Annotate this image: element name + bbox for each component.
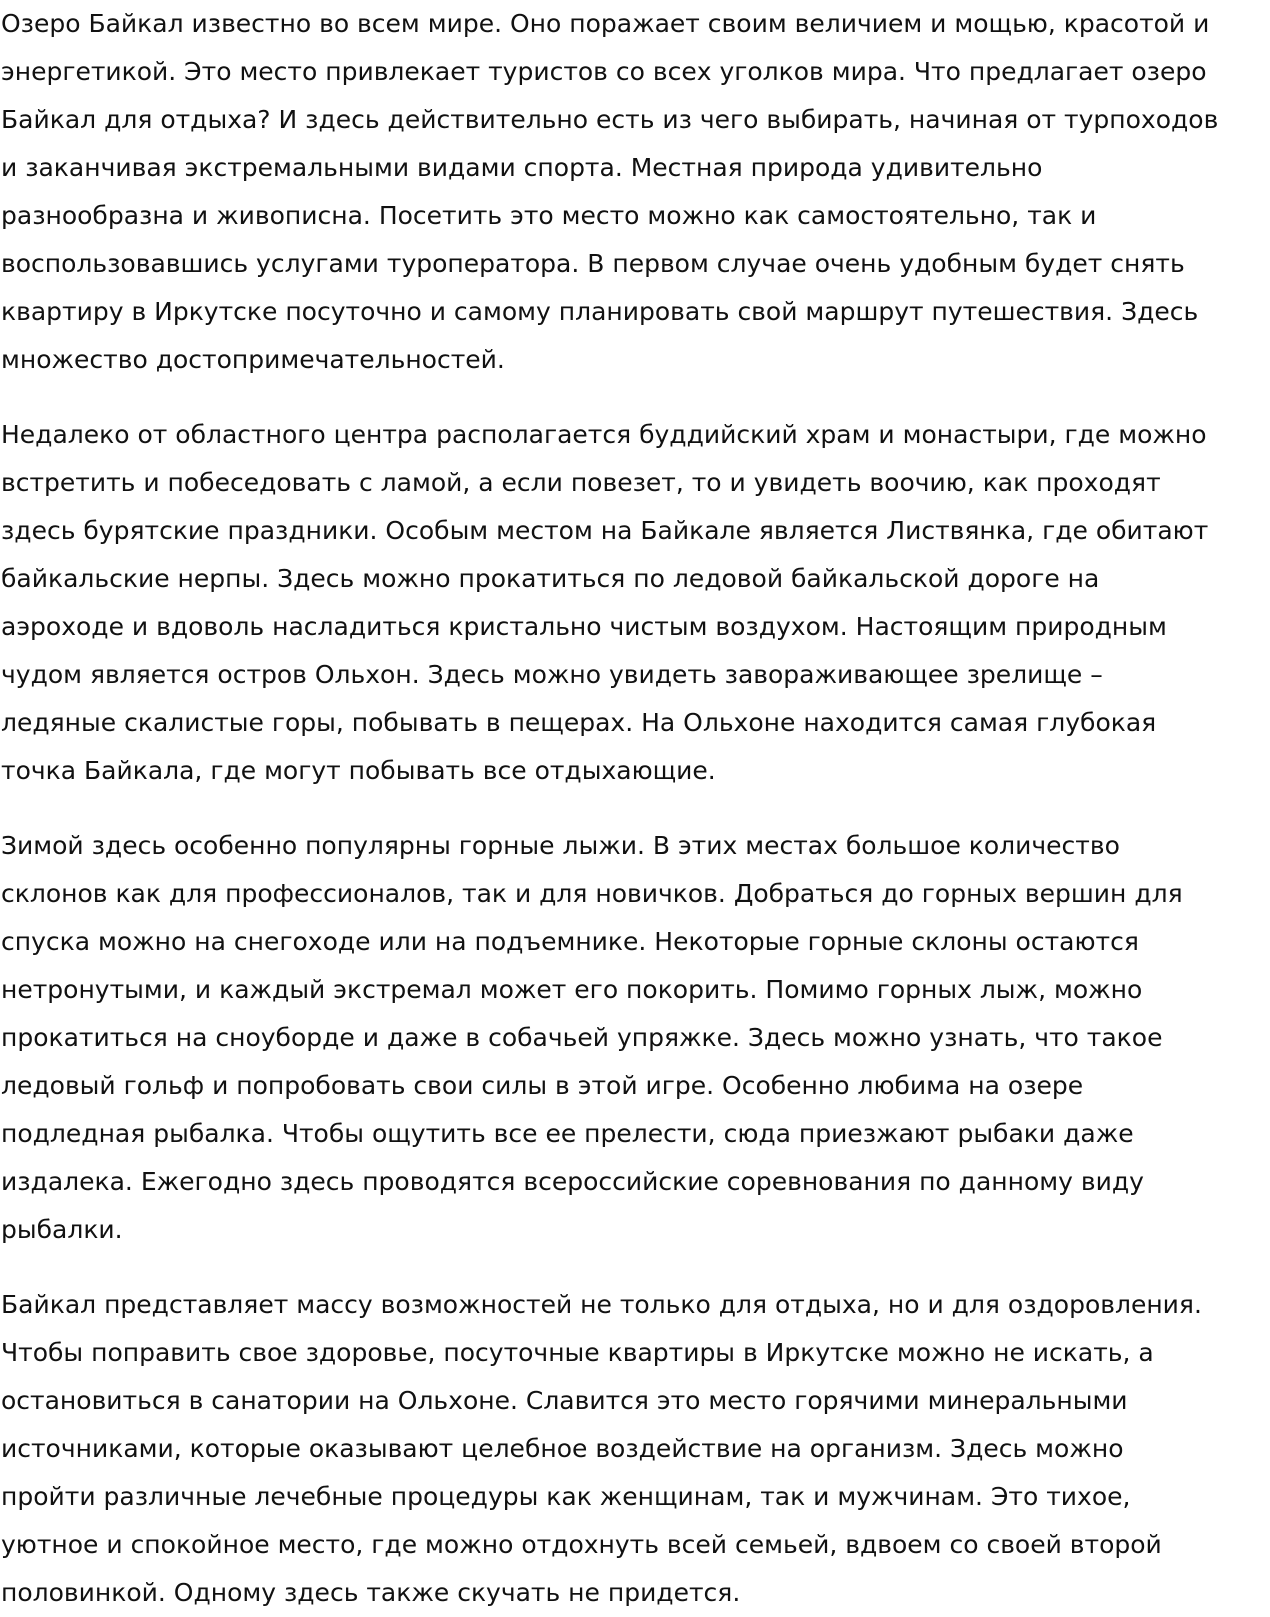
text-line: ледяные скалистые горы, побывать в пещерах. На Ольхоне находится самая глубокая bbox=[1, 708, 1157, 737]
text-line: Озеро Байкал известно во всем мире. Оно поражает своим величием и мощью, красотой и bbox=[1, 9, 1210, 38]
text-line: ледовый гольф и попробовать свои силы в этой игре. Особенно любима на озере bbox=[1, 1071, 1084, 1100]
text-line: рыбалки. bbox=[1, 1215, 123, 1244]
paragraph bbox=[1, 1281, 1270, 1617]
text-line: уютное и спокойное место, где можно отдохнуть всей семьей, вдвоем со своей второй bbox=[1, 1530, 1162, 1559]
text-line: спуска можно на снегоходе или на подъемнике. Некоторые горные склоны остаются bbox=[1, 927, 1139, 956]
text-line: прокатиться на сноуборде и даже в собачьей упряжке. Здесь можно узнать, что такое bbox=[1, 1023, 1163, 1052]
paragraph bbox=[1, 0, 1270, 384]
paragraph bbox=[1, 822, 1270, 1254]
text-line: половинкой. Одному здесь также скучать не придется. bbox=[1, 1578, 741, 1607]
text-line: здесь бурятские праздники. Особым местом на Байкале является Листвянка, где обитают bbox=[1, 516, 1209, 545]
text-line: Байкал представляет массу возможностей не только для отдыха, но и для оздоровления. bbox=[1, 1290, 1202, 1319]
paragraph bbox=[1, 411, 1270, 795]
text-line: байкальские нерпы. Здесь можно прокатиться по ледовой байкальской дороге на bbox=[1, 564, 1100, 593]
text-line: множество достопримечательностей. bbox=[1, 345, 505, 374]
text-line: источниками, которые оказывают целебное воздействие на организм. Здесь можно bbox=[1, 1434, 1124, 1463]
text-paragraphs bbox=[1, 0, 1270, 1617]
text-line: Недалеко от областного центра располагается буддийский храм и монастыри, где можно bbox=[1, 420, 1207, 449]
text-line: точка Байкала, где могут побывать все отдыхающие. bbox=[1, 756, 716, 785]
text-line: и заканчивая экстремальными видами спорта. Местная природа удивительно bbox=[1, 153, 1043, 182]
text-line: остановиться в санатории на Ольхоне. Славится это место горячими минеральными bbox=[1, 1386, 1128, 1415]
text-line: Зимой здесь особенно популярны горные лыжи. В этих местах большое количество bbox=[1, 831, 1120, 860]
text-line: чудом является остров Ольхон. Здесь можно увидеть завораживающее зрелище – bbox=[1, 660, 1103, 689]
text-line: склонов как для профессионалов, так и для новичков. Добраться до горных вершин для bbox=[1, 879, 1183, 908]
text-line: Байкал для отдыха? И здесь действительно есть из чего выбирать, начиная от турпоходов bbox=[1, 105, 1219, 134]
text-line: Чтобы поправить свое здоровье, посуточные квартиры в Иркутске можно не искать, а bbox=[1, 1338, 1154, 1367]
text-line: квартиру в Иркутске посуточно и самому планировать свой маршрут путешествия. Здесь bbox=[1, 297, 1199, 326]
text-line: разнообразна и живописна. Посетить это место можно как самостоятельно, так и bbox=[1, 201, 1097, 230]
text-line: встретить и побеседовать с ламой, а если повезет, то и увидеть воочию, как проходят bbox=[1, 468, 1161, 497]
text-line: издалека. Ежегодно здесь проводятся всероссийские соревнования по данному виду bbox=[1, 1167, 1144, 1196]
text-line: подледная рыбалка. Чтобы ощутить все ее прелести, сюда приезжают рыбаки даже bbox=[1, 1119, 1134, 1148]
text-line: аэроходе и вдоволь насладиться кристально чистым воздухом. Настоящим природным bbox=[1, 612, 1167, 641]
text-line: нетронутыми, и каждый экстремал может его покорить. Помимо горных лыж, можно bbox=[1, 975, 1143, 1004]
text-line: пройти различные лечебные процедуры как женщинам, так и мужчинам. Это тихое, bbox=[1, 1482, 1131, 1511]
text-line: воспользовавшись услугами туроператора. В первом случае очень удобным будет снять bbox=[1, 249, 1185, 278]
text-line: энергетикой. Это место привлекает туристов со всех уголков мира. Что предлагает озеро bbox=[1, 57, 1207, 86]
